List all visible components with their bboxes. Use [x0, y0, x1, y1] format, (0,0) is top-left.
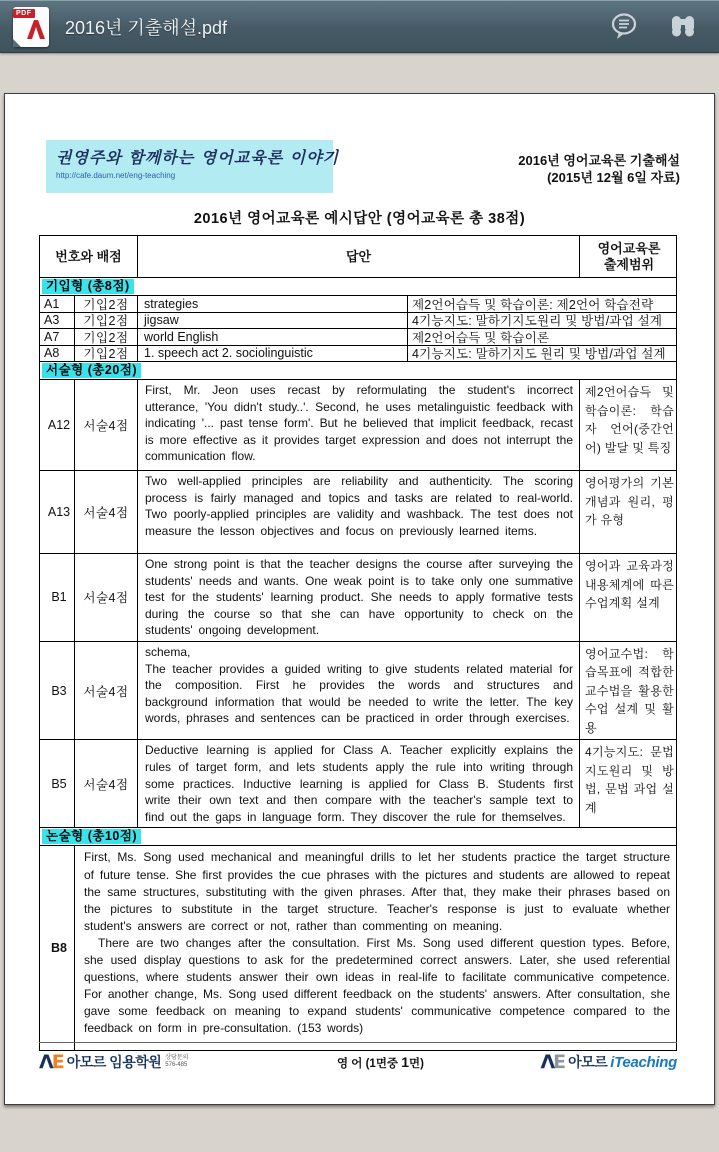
table-row: A13 서술4점 Two well-applied principles are reliability and authenticity. The scoring process is fairly managed and topics and tasks are related to real-world. Two poorly-applied principles are validity and washback. The test does not measure the lesson objectives and focus on previously learned items. 영어평가의 기본 개념과 원리, 평가 유형: [40, 470, 676, 553]
header-number: 번호와 배점: [55, 248, 122, 264]
table-row: B5 서술4점 Deductive learning is applied for Class A. Teacher explicitly explains the rules of target form, and lets students apply the rule into writing through some practices. Inductive learning is applied for Class B. Students first write their own text and then compare with the teacher's sample text to find out the gaps in language form. They discover the rule for themselves. 4기능지도: 문법 지도원리 및 방법, 문법 과업 설계: [40, 739, 676, 827]
binoculars-search-icon[interactable]: [669, 13, 697, 41]
appbar-actions: [609, 12, 697, 42]
pdf-page[interactable]: [4, 93, 715, 1105]
app-bar: [0, 0, 719, 52]
table-row: B8 First, Ms. Song used mechanical and meaningful drills to let her students practice the target structure of future tense. She first provides the cue phrases with the pictures and students are allowed to repeat the same structures, substituting with the given phrases. After that, they make their phrases based on the pictures to substitute in the target structure. Teacher's response is just to evaluate whether student's answers are correct or not, rather than commenting on meaning. There are two changes after the consultation. First Ms. Song used different question types. Before, she used display questions to ask for the predetermined correct answers. Later, she used referential questions, where students answer their own ideas in real-life to facilitate communicative competence. For another change, Ms. Song used different feedback on the students' answers. After consultation, she gave some feedback on meaning to expand students' communicative competence compared to the feedback on form in pre-consultation. (153 words): [40, 845, 676, 1050]
table-header-row: [40, 236, 676, 277]
pdf-file-icon: [13, 7, 49, 47]
amor-iteaching-logo: ΛΕ 아모르 iTeaching: [540, 1050, 677, 1073]
comment-icon[interactable]: [609, 12, 639, 42]
table-row: B1 서술4점 One strong point is that the teacher designs the course after surveying the students' needs and wants. One weak point is to take only one summative test for the students' learning product. She needs to apply formative tests during the course so that she can have opportunity to check on the students' ongoing development. 영어과 교육과정 내용체계에 따른 수업계획 설계: [40, 553, 676, 641]
page-title: 2016년 영어교육론 예시답안 (영어교육론 총 38점): [193, 211, 526, 227]
iteaching-logo-mark-icon: ΛΕ: [540, 1050, 565, 1073]
table-row: A8 기입2점 1. speech act 2. sociolinguistic 4기능지도: 말하기지도 원리 및 방법/과업 설계: [40, 345, 676, 362]
page-number-label: 영 어 (1면중 1면): [336, 1053, 424, 1070]
table-row: A3 기입2점 jigsaw 4기능지도: 말하기지도원리 및 방법/과업 설계: [40, 312, 676, 329]
section-label: 서술형 (총20점): [42, 363, 141, 378]
section-label: 논술형 (총10점): [42, 829, 141, 844]
table-row: A12 서술4점 First, Mr. Jeon uses recast by reformulating the student's incorrect utterance, 'You didn't study..'. Second, he uses metalinguistic feedback with indicating '... past tense form'. But he believed that implicit feedback, recast is more effective as it provides target expression and does not interrupt the communication flow. 제2언어습득 및 학습이론: 학습자 언어(중간언어) 발달 및 특징: [40, 379, 676, 470]
document-title: 2016년 기출해설.pdf: [65, 17, 228, 38]
amor-academy-logo: ΛΕ 아모르 임용학원 상담문의 576-485: [39, 1050, 189, 1073]
long-answer-paragraph-2: There are two changes after the consultation. First Ms. Song used different question types. Before, she used display questions to ask for the predetermined correct answers. Later, she used referential questions, where students answer their own ideas in real-life to facilitate communicative competence. For another change, Ms. Song used different feedback on the students' answers. After consultation, she gave some feedback on meaning to expand students' communicative competence compared to the feedback on form in pre-consultation. (153 words): [84, 935, 670, 1036]
header-answer: 답안: [137, 236, 579, 277]
section-row-long-essay: [40, 827, 676, 845]
long-answer-paragraph-1: First, Ms. Song used mechanical and meaningful drills to let her students practice the target structure of future tense. She first provides the cue phrases with the pictures and students are allowed to repeat the same structures, substituting with the given phrases. After that, they make their phrases based on the pictures to substitute in the target structure. Teacher's response is just to evaluate whether student's answers are correct or not, rather than commenting on meaning.: [84, 850, 670, 933]
blog-logo: [46, 140, 340, 193]
header-scope: 영어교육론 출제범위: [579, 236, 678, 277]
blog-logo-url: http://cafe.daum.net/eng-teaching: [56, 171, 176, 180]
table-row: B3 서술4점 schema, The teacher provides a guided writing to give students related material for the composition. First he provides the words and structures and background information that would be needed to write the letter. The key words, phrases and sentences can be practiced in order through exercises. 영어교수법: 학습목표에 적합한 교수법을 활용한 수업 설계 및 활용: [40, 641, 676, 740]
table-row: A7 기입2점 world English 제2언어습득 및 학습이론: [40, 328, 676, 345]
header-right-text: [518, 140, 680, 186]
header-right-line1: 2016년 영어교육론 기출해설: [518, 153, 680, 168]
header-right-line2: (2015년 12월 6일 자료): [547, 170, 680, 185]
adobe-logo-icon: [25, 17, 47, 41]
document-header: [46, 140, 680, 193]
page-fold: [13, 39, 21, 47]
blog-logo-title: 권영주와 함께하는 영어교육론 이야기: [56, 148, 340, 167]
page-footer: [39, 1042, 677, 1072]
footer-divider: [39, 1042, 677, 1043]
amor-logo-mark-icon: ΛΕ: [39, 1050, 63, 1073]
pdf-badge: PDF: [13, 9, 35, 18]
section-row-short-essay: [40, 361, 676, 379]
answers-table: [39, 235, 677, 1051]
section-row-fill-in: [40, 277, 676, 295]
table-row: A1 기입2점 strategies 제2언어습득 및 학습이론: 제2언어 학습전략: [40, 295, 676, 312]
section-label: 기입형 (총8점): [42, 279, 134, 294]
